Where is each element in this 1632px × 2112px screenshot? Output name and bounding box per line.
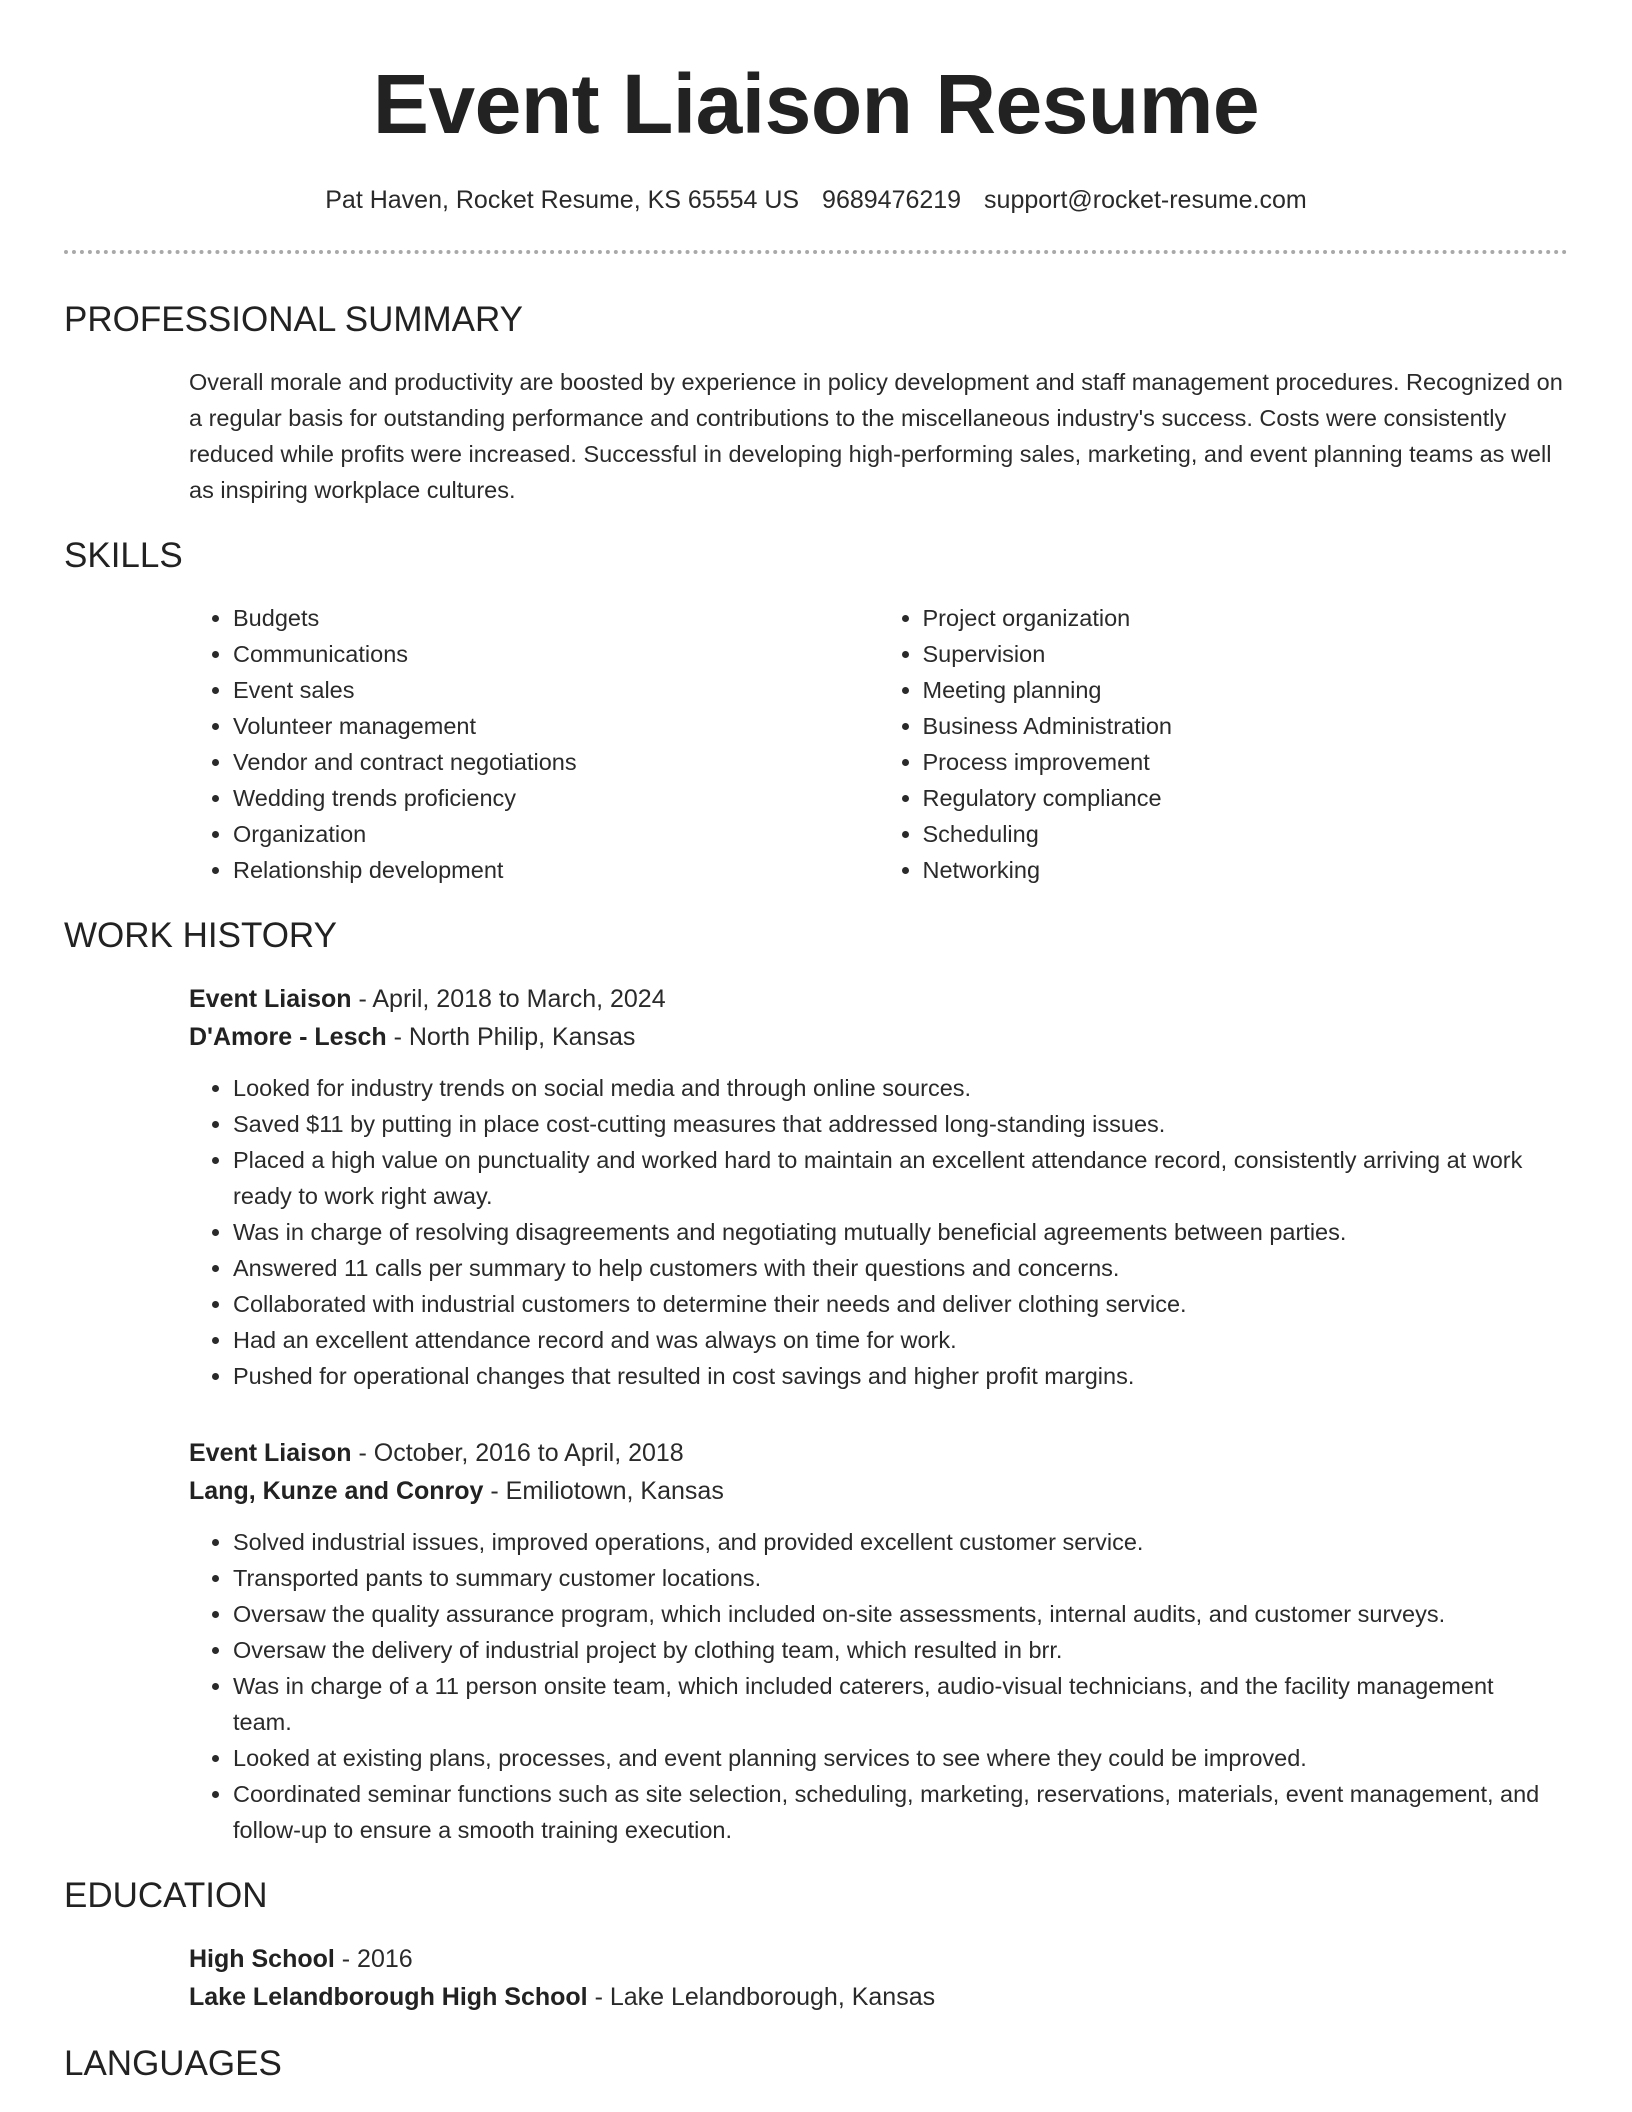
education-location: - Lake Lelandborough, Kansas	[587, 1983, 936, 2011]
job-bullet: • Was in charge of resolving disagreements and negotiating mutually beneficial agreements between parties.	[233, 1214, 1568, 1250]
skill-item: • Business Administration	[923, 708, 1569, 744]
job-bullet: • Had an excellent attendance record and was always on time for work.	[233, 1322, 1568, 1358]
job-bullet: • Answered 11 calls per summary to help customers with their questions and concerns.	[233, 1250, 1568, 1286]
skill-item: • Project organization	[923, 600, 1569, 636]
job-bullet: • Was in charge of a 11 person onsite team, which included caterers, audio-visual technicians, and the facility management team.	[233, 1668, 1568, 1740]
summary-section	[64, 298, 1568, 508]
job-bullet: • Oversaw the delivery of industrial project by clothing team, which resulted in brr.	[233, 1632, 1568, 1668]
skills-columns	[189, 600, 1568, 888]
job-bullet: • Placed a high value on punctuality and worked hard to maintain an excellent attendance record, consistently arriving at work ready to work right away.	[233, 1142, 1568, 1214]
contact-email: support@rocket-resume.com	[984, 186, 1307, 214]
education-entry	[189, 1940, 1568, 2016]
job-location: - Emiliotown, Kansas	[483, 1477, 724, 1505]
education-heading: EDUCATION	[64, 1876, 268, 1915]
skill-item: • Process improvement	[923, 744, 1569, 780]
education-school-line	[189, 1978, 1568, 2016]
resume-title: Event Liaison Resume	[372, 57, 1260, 151]
education-degree: High School	[189, 1945, 335, 1973]
skills-left-list	[189, 600, 879, 888]
skill-item: • Organization	[233, 816, 879, 852]
contact-line	[64, 184, 1568, 216]
contact-address: Pat Haven, Rocket Resume, KS 65554 US	[325, 186, 800, 214]
job-bullet: • Pushed for operational changes that resulted in cost savings and higher profit margins.	[233, 1358, 1568, 1394]
summary-heading: PROFESSIONAL SUMMARY	[64, 300, 523, 339]
education-degree-line	[189, 1940, 1568, 1978]
education-school: Lake Lelandborough High School	[189, 1983, 588, 2011]
skills-section	[64, 534, 1568, 888]
work-history-heading: WORK HISTORY	[64, 916, 337, 955]
job-bullet: • Coordinated seminar functions such as site selection, scheduling, marketing, reservations, materials, event management, and follow-up to ensure a smooth training execution.	[233, 1776, 1568, 1848]
skills-heading: SKILLS	[64, 536, 183, 575]
job-entry	[189, 980, 1568, 1394]
skill-item: • Vendor and contract negotiations	[233, 744, 879, 780]
job-bullet: • Looked for industry trends on social media and through online sources.	[233, 1070, 1568, 1106]
job-location: - North Philip, Kansas	[386, 1023, 636, 1051]
skill-item: • Event sales	[233, 672, 879, 708]
job-title-line	[189, 1434, 1568, 1472]
skill-item: • Wedding trends proficiency	[233, 780, 879, 816]
job-bullet: • Collaborated with industrial customers to determine their needs and deliver clothing service.	[233, 1286, 1568, 1322]
job-title: Event Liaison	[189, 985, 352, 1013]
skills-right-list	[879, 600, 1569, 888]
job-bullets	[189, 1070, 1568, 1394]
header-divider	[64, 250, 1568, 254]
job-bullet: • Transported pants to summary customer locations.	[233, 1560, 1568, 1596]
job-entry	[189, 1434, 1568, 1848]
job-bullet: • Saved $11 by putting in place cost-cutting measures that addressed long-standing issues.	[233, 1106, 1568, 1142]
contact-phone: 9689476219	[822, 186, 962, 214]
job-title-line	[189, 980, 1568, 1018]
education-section	[64, 1874, 1568, 2016]
job-title: Event Liaison	[189, 1439, 352, 1467]
skill-item: • Networking	[923, 852, 1569, 888]
job-bullet: • Looked at existing plans, processes, and event planning services to see where they could be improved.	[233, 1740, 1568, 1776]
job-bullet: • Oversaw the quality assurance program, which included on-site assessments, internal audits, and customer surveys.	[233, 1596, 1568, 1632]
job-dates: - April, 2018 to March, 2024	[351, 985, 666, 1013]
skill-item: • Scheduling	[923, 816, 1569, 852]
job-dates: - October, 2016 to April, 2018	[351, 1439, 684, 1467]
skill-item: • Supervision	[923, 636, 1569, 672]
job-company: D'Amore - Lesch	[189, 1023, 387, 1051]
job-bullet: • Solved industrial issues, improved operations, and provided excellent customer service.	[233, 1524, 1568, 1560]
job-bullets	[189, 1524, 1568, 1848]
languages-heading: LANGUAGES	[64, 2044, 282, 2083]
education-year: - 2016	[334, 1945, 413, 1973]
job-company-line	[189, 1018, 1568, 1056]
skill-item: • Meeting planning	[923, 672, 1569, 708]
job-company-line	[189, 1472, 1568, 1510]
job-company: Lang, Kunze and Conroy	[189, 1477, 484, 1505]
resume-page	[64, 0, 1568, 2086]
summary-text: Overall morale and productivity are boosted by experience in policy development and staff management procedures. Recognized on a regular basis for outstanding performance and contributions to the miscellaneous industry's success. Costs were consistently reduced while profits were increased. Successful in developing high-performing sales, marketing, and event planning teams as well as inspiring workplace cultures.	[189, 369, 1563, 503]
skill-item: • Communications	[233, 636, 879, 672]
work-history-section	[64, 914, 1568, 1848]
skill-item: • Regulatory compliance	[923, 780, 1569, 816]
languages-section	[64, 2042, 1568, 2086]
skill-item: • Budgets	[233, 600, 879, 636]
skill-item: • Volunteer management	[233, 708, 879, 744]
skill-item: • Relationship development	[233, 852, 879, 888]
